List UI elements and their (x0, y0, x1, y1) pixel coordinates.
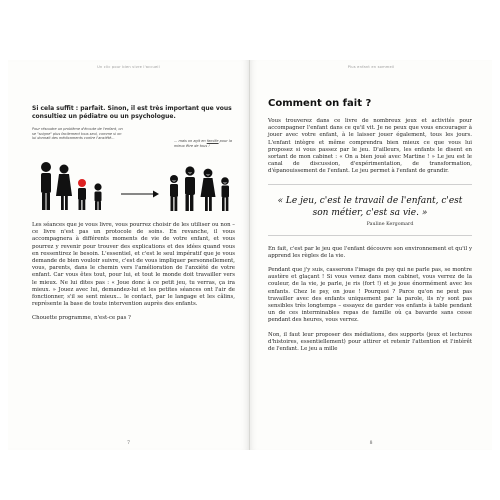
right-paragraph-4: Non, il faut leur proposer des médiations, des supports (jeux et lectures d'histoires, essentiellement) pour attirer et retenir l'attention et l'intérêt de l'enfant. Le jeu a mille (268, 331, 472, 353)
note-after-underlined: famille (206, 139, 219, 143)
right-paragraph-1: Vous trouverez dans ce livre de nombreux jeux et activités pour accompagner l'enfant dans ce qu'il vit. Je ne peux que vous encourager à jouer avec votre enfant, à le laisser jouer également, tous les jours. L'enfant intègre et même comprendra bien mieux ce que vous lui proposez si vous passez par le jeu. D'ailleurs, les enfants le disent en sortant de mon cabinet : « On a bien joué avec Martine ! » Le jeu est le canal de discussion, d'expérimentation, de transformation, d'épanouissement de l'enfant. Le jeu permet à l'enfant de grandir. (268, 118, 472, 175)
note-after-suffix: pour la mieux être de tous ! (174, 139, 232, 148)
quote-block (268, 195, 472, 227)
page-number-left: 7 (127, 441, 130, 446)
arrow-right-icon (120, 189, 160, 199)
left-page-content (32, 105, 235, 330)
intro-paragraph: Si cela suffit : parfait. Sinon, il est très important que vous consultiez un pédiatre ou un psychologue. (32, 105, 232, 120)
quote-text: « Le jeu, c'est le travail de l'enfant, c'est son métier, c'est sa vie. » (277, 195, 463, 218)
page-number-right: 8 (369, 441, 373, 446)
note-after-prefix: ... mais on agit en (174, 139, 207, 143)
right-paragraph-2: En fait, c'est par le jeu que l'enfant découvre son environnement et qu'il y apprend les règles de la vie. (268, 245, 472, 259)
section-title: Comment on fait ? (268, 98, 372, 109)
family-silhouette-icon (32, 159, 112, 213)
note-before: Pour résoudre un problème d'écoute de l'enfant, on se "soigne" plus facilement tous seul, comme si on lui donnait des médicaments contre l'anxiété... (32, 127, 123, 141)
right-paragraph-3: Pendant que j'y suis, casserons l'image du psy qui ne parle pas, se montre austère et glaçant ! Si vous venez dans mon cabinet, vous verrez de la couleur, de la vie, je parle, je ris (fort !) et je joue énormément avec les enfants. Chez le psy, on joue ! Pourquoi ? Parce qu'on ne peut pas travailler avec des enfants uniquement par la parole, ils n'y sont pas sensibles très longtemps – essayez de garder vos enfants à table pendant un de ces interminables repas de famille où ça bavarde sans cesse pendant des heures, vous verrez. (268, 267, 472, 324)
right-page-content (268, 98, 472, 360)
note-after (174, 139, 236, 148)
running-head-left: Un clic pour bien vivre l'accueil (97, 65, 160, 69)
left-paragraph-1: Les séances que je vous livre, vous pourrez choisir de les utiliser ou non – ce livre n'est pas un protocole de soins. En revanche, il vous accompagnera à différents moments de vie de votre enfant, et vous pourrez y revenir pour trouver des explications et des idées quand vous en ressentirez le besoin. L'essentiel, et c'est le seul impératif que je vous demande de bien vouloir suivre, c'est de vous impliquer personnellement, vous, parents, dans le chemin vers l'amélioration de l'anxiété de votre enfant. Car vous êtes tout, pour lui, et tout le monde doit travailler vers le mieux. Ne lui dites pas : « Joue donc à ce petit jeu, tu verras, ça ira mieux. » Jouez avec lui, demandez-lui et les petites séances ont l'air de fonctionner, s'il se sent mieux... le contact, par le langage et les câlins, représente la base de toute intervention auprès des enfants. (32, 222, 235, 308)
running-head-right: Plus enfant en sommeil (347, 65, 395, 69)
quote-author: Pauline Kergomard (366, 221, 414, 227)
right-page (250, 60, 492, 450)
left-paragraph-2: Chouette programme, n'est-ce pas ? (32, 315, 131, 322)
divider (268, 184, 472, 185)
book-spread (8, 60, 492, 450)
happy-family-icon (164, 165, 238, 215)
divider-2 (268, 235, 472, 236)
family-illustration (32, 127, 235, 222)
left-page (8, 60, 250, 450)
